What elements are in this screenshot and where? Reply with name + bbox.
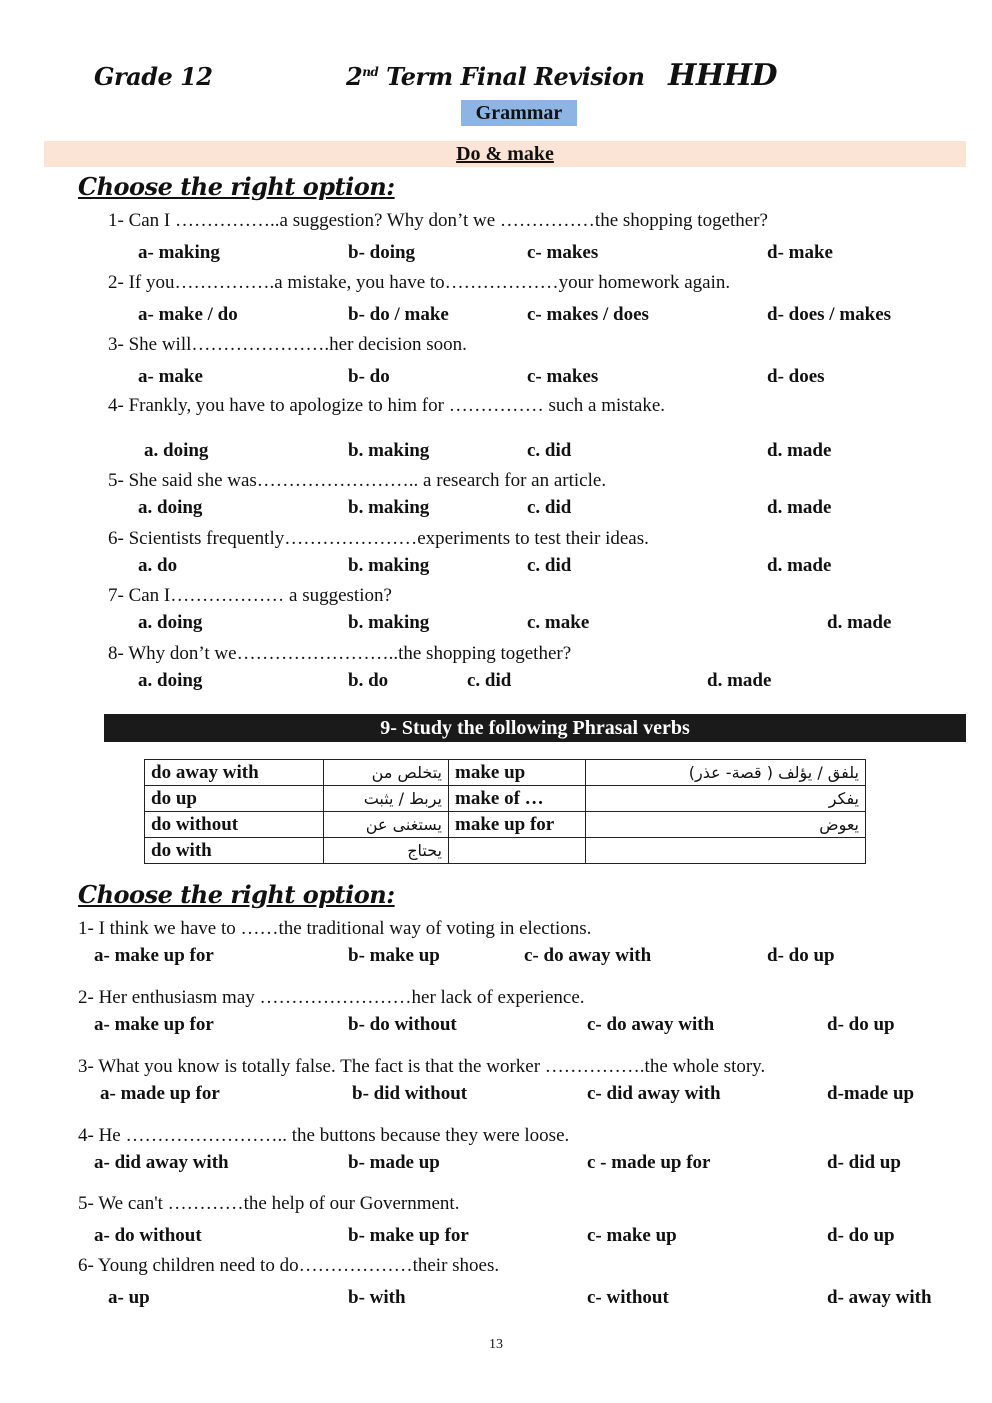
phrasal-verb: make up for	[449, 812, 586, 838]
option[interactable]: c- do away with	[587, 1014, 715, 1035]
option[interactable]: a. doing	[138, 497, 203, 518]
table-row	[145, 760, 866, 786]
phrasal-verb: do up	[145, 786, 324, 812]
option[interactable]: c- without	[587, 1287, 669, 1308]
option[interactable]: d- does / makes	[767, 304, 892, 325]
option[interactable]: a. doing	[138, 612, 203, 633]
question-text: 1- Can I ……………..a suggestion? Why don’t we ……………the shopping together?	[108, 210, 768, 231]
option[interactable]: b. making	[348, 497, 430, 518]
option[interactable]: a- do without	[94, 1225, 202, 1246]
question-text: 3- What you know is totally false. The fact is that the worker …………….the whole story.	[78, 1056, 766, 1077]
option[interactable]: c. did	[467, 670, 512, 691]
option[interactable]: d-made up	[827, 1083, 915, 1104]
table-row	[145, 812, 866, 838]
option[interactable]: c. did	[527, 440, 572, 461]
table-row	[145, 838, 866, 864]
page-number: 13	[489, 1337, 503, 1352]
arabic-meaning	[586, 838, 866, 864]
option[interactable]: a. doing	[138, 670, 203, 691]
phrasal-verb: do without	[145, 812, 324, 838]
question-text: 2- Her enthusiasm may ……………………her lack of experience.	[78, 987, 585, 1008]
question-text: 1- I think we have to ……the traditional way of voting in elections.	[78, 918, 592, 939]
option[interactable]: a- make / do	[138, 304, 238, 325]
question-text: 5- She said she was…………………….. a research for an article.	[108, 470, 607, 491]
option[interactable]: c- make up	[587, 1225, 677, 1246]
option[interactable]: c. did	[527, 555, 572, 576]
author-initials: HHHD	[668, 58, 778, 93]
option[interactable]: c- did away with	[587, 1083, 721, 1104]
table-row	[145, 786, 866, 812]
phrasal-verb: do away with	[145, 760, 324, 786]
option[interactable]: a- up	[108, 1287, 150, 1308]
option[interactable]: a- make up for	[94, 1014, 214, 1035]
question-text: 6- Scientists frequently…………………experiments to test their ideas.	[108, 528, 649, 549]
question-text: 4- Frankly, you have to apologize to him for …………… such a mistake.	[108, 395, 666, 416]
option[interactable]: b- made up	[348, 1152, 440, 1173]
question-text: 7- Can I……………… a suggestion?	[108, 585, 392, 606]
option[interactable]: d- do up	[767, 945, 835, 966]
question-text: 4- He …………………….. the buttons because they were loose.	[78, 1125, 570, 1146]
option[interactable]: a- make	[138, 366, 203, 387]
option[interactable]: b- did without	[352, 1083, 468, 1104]
option[interactable]: a. do	[138, 555, 178, 576]
option[interactable]: d. made	[767, 555, 832, 576]
option[interactable]: b- do / make	[348, 304, 449, 325]
phrasal-verb: make of …	[449, 786, 586, 812]
arabic-meaning: يفكر	[586, 786, 866, 812]
option[interactable]: d- away with	[827, 1287, 932, 1308]
arabic-meaning: يلفق / يؤلف ( قصة- عذر)	[586, 760, 866, 786]
phrasal-verbs-table	[144, 759, 866, 864]
option[interactable]: b- doing	[348, 242, 416, 263]
question-text: 3- She will………………….her decision soon.	[108, 334, 467, 355]
option[interactable]: d- make	[767, 242, 833, 263]
arabic-meaning: يعوض	[586, 812, 866, 838]
option[interactable]: a. doing	[144, 440, 209, 461]
option[interactable]: d. made	[707, 670, 772, 691]
option[interactable]: c. make	[527, 612, 590, 633]
option[interactable]: b. making	[348, 440, 430, 461]
phrasal-verbs-title: 9- Study the following Phrasal verbs	[104, 714, 966, 742]
phrasal-verb	[449, 838, 586, 864]
option[interactable]: c- do away with	[524, 945, 652, 966]
option[interactable]: d. made	[767, 497, 832, 518]
instruction-heading: Choose the right option:	[78, 172, 395, 201]
subject-label: Grammar	[461, 100, 577, 126]
option[interactable]: c- makes	[527, 242, 599, 263]
option[interactable]: c- makes / does	[527, 304, 649, 325]
question-text: 2- If you…………….a mistake, you have to………………your homework again.	[108, 272, 731, 293]
option[interactable]: c. did	[527, 497, 572, 518]
question-text: 6- Young children need to do………………their shoes.	[78, 1255, 500, 1276]
instruction-heading: Choose the right option:	[78, 880, 395, 909]
section-title-do-make: Do & make	[44, 141, 966, 167]
arabic-meaning: يتخلص من	[324, 760, 449, 786]
option[interactable]: d. made	[827, 612, 892, 633]
option[interactable]: d- does	[767, 366, 825, 387]
option[interactable]: a- did away with	[94, 1152, 229, 1173]
option[interactable]: a- making	[138, 242, 220, 263]
option[interactable]: d- did up	[827, 1152, 901, 1173]
option[interactable]: b- do without	[348, 1014, 457, 1035]
option[interactable]: b. making	[348, 612, 430, 633]
phrasal-verb: do with	[145, 838, 324, 864]
option[interactable]: b- do	[348, 366, 390, 387]
question-text: 5- We can't …………the help of our Government.	[78, 1193, 460, 1214]
arabic-meaning: يستغنى عن	[324, 812, 449, 838]
option[interactable]: b. do	[348, 670, 389, 691]
option[interactable]: b- make up	[348, 945, 440, 966]
question-text: 8- Why don’t we……………………..the shopping together?	[108, 643, 572, 664]
option[interactable]: b- make up for	[348, 1225, 469, 1246]
option[interactable]: c- makes	[527, 366, 599, 387]
option[interactable]: d. made	[767, 440, 832, 461]
arabic-meaning: يربط / يثبت	[324, 786, 449, 812]
revision-title: 2nd Term Final Revision	[346, 62, 645, 91]
option[interactable]: d- do up	[827, 1225, 895, 1246]
option[interactable]: a- make up for	[94, 945, 214, 966]
option[interactable]: b. making	[348, 555, 430, 576]
phrasal-verb: make up	[449, 760, 586, 786]
grade-label: Grade 12	[94, 62, 213, 91]
option[interactable]: b- with	[348, 1287, 406, 1308]
option[interactable]: d- do up	[827, 1014, 895, 1035]
option[interactable]: a- made up for	[100, 1083, 220, 1104]
arabic-meaning: يحتاج	[324, 838, 449, 864]
option[interactable]: c - made up for	[587, 1152, 711, 1173]
